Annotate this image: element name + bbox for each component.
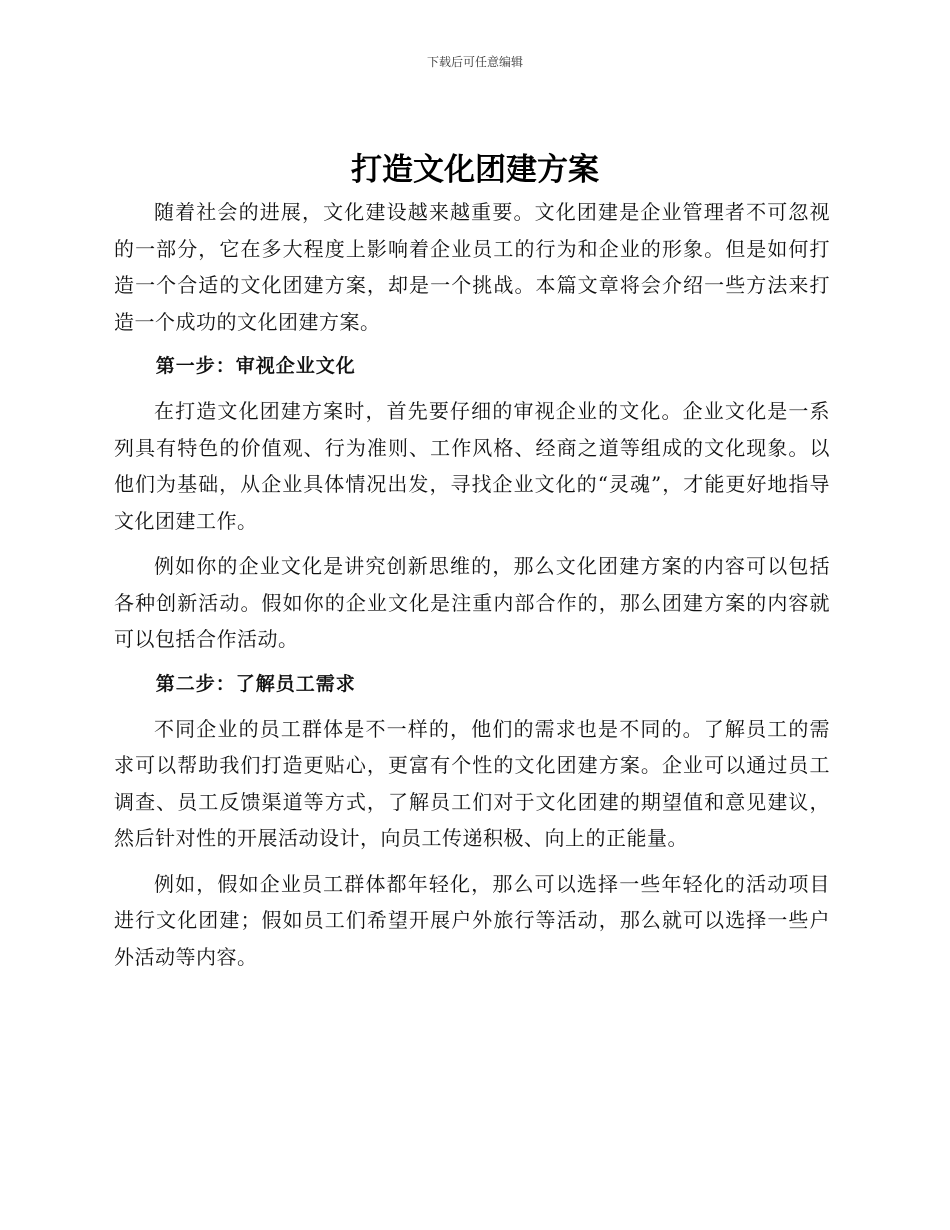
section-heading-step-2: 第二步：了解员工需求 xyxy=(155,672,356,695)
body-paragraph: 不同企业的员工群体是不一样的，他们的需求也是不同的。了解员工的需求可以帮助我们打造更贴心，更富有个性的文化团建方案。企业可以通过员工调查、员工反馈渠道等方式，了解员工们对于文化团建的期望值和意见建议，然后针对性的开展活动设计，向员工传递积极、向上的正能量。 xyxy=(114,716,830,850)
page-header-note: 下载后可任意编辑 xyxy=(426,55,523,69)
document-title: 打造文化团建方案 xyxy=(351,152,599,188)
intro-paragraph: 随着社会的进展，文化建设越来越重要。文化团建是企业管理者不可忽视的一部分，它在多大程度上影响着企业员工的行为和企业的形象。但是如何打造一个合适的文化团建方案，却是一个挑战。本篇文章将会介绍一些方法来打造一个成功的文化团建方案。 xyxy=(114,200,830,334)
document-body xyxy=(114,194,830,984)
body-paragraph: 例如，假如企业员工群体都年轻化，那么可以选择一些年轻化的活动项目进行文化团建；假如员工们希望开展户外旅行等活动，那么就可以选择一些户外活动等内容。 xyxy=(114,871,830,969)
section-heading-step-1: 第一步：审视企业文化 xyxy=(155,355,356,377)
body-paragraph: 在打造文化团建方案时，首先要仔细的审视企业的文化。企业文化是一系列具有特色的价值观、行为准则、工作风格、经商之道等组成的文化现象。以他们为基础，从企业具体情况出发，寻找企业文化的“灵魂”，才能更好地指导文化团建工作。 xyxy=(114,399,830,533)
body-paragraph: 例如你的企业文化是讲究创新思维的，那么文化团建方案的内容可以包括各种创新活动。假如你的企业文化是注重内部合作的，那么团建方案的内容就可以包括合作活动。 xyxy=(114,554,830,651)
